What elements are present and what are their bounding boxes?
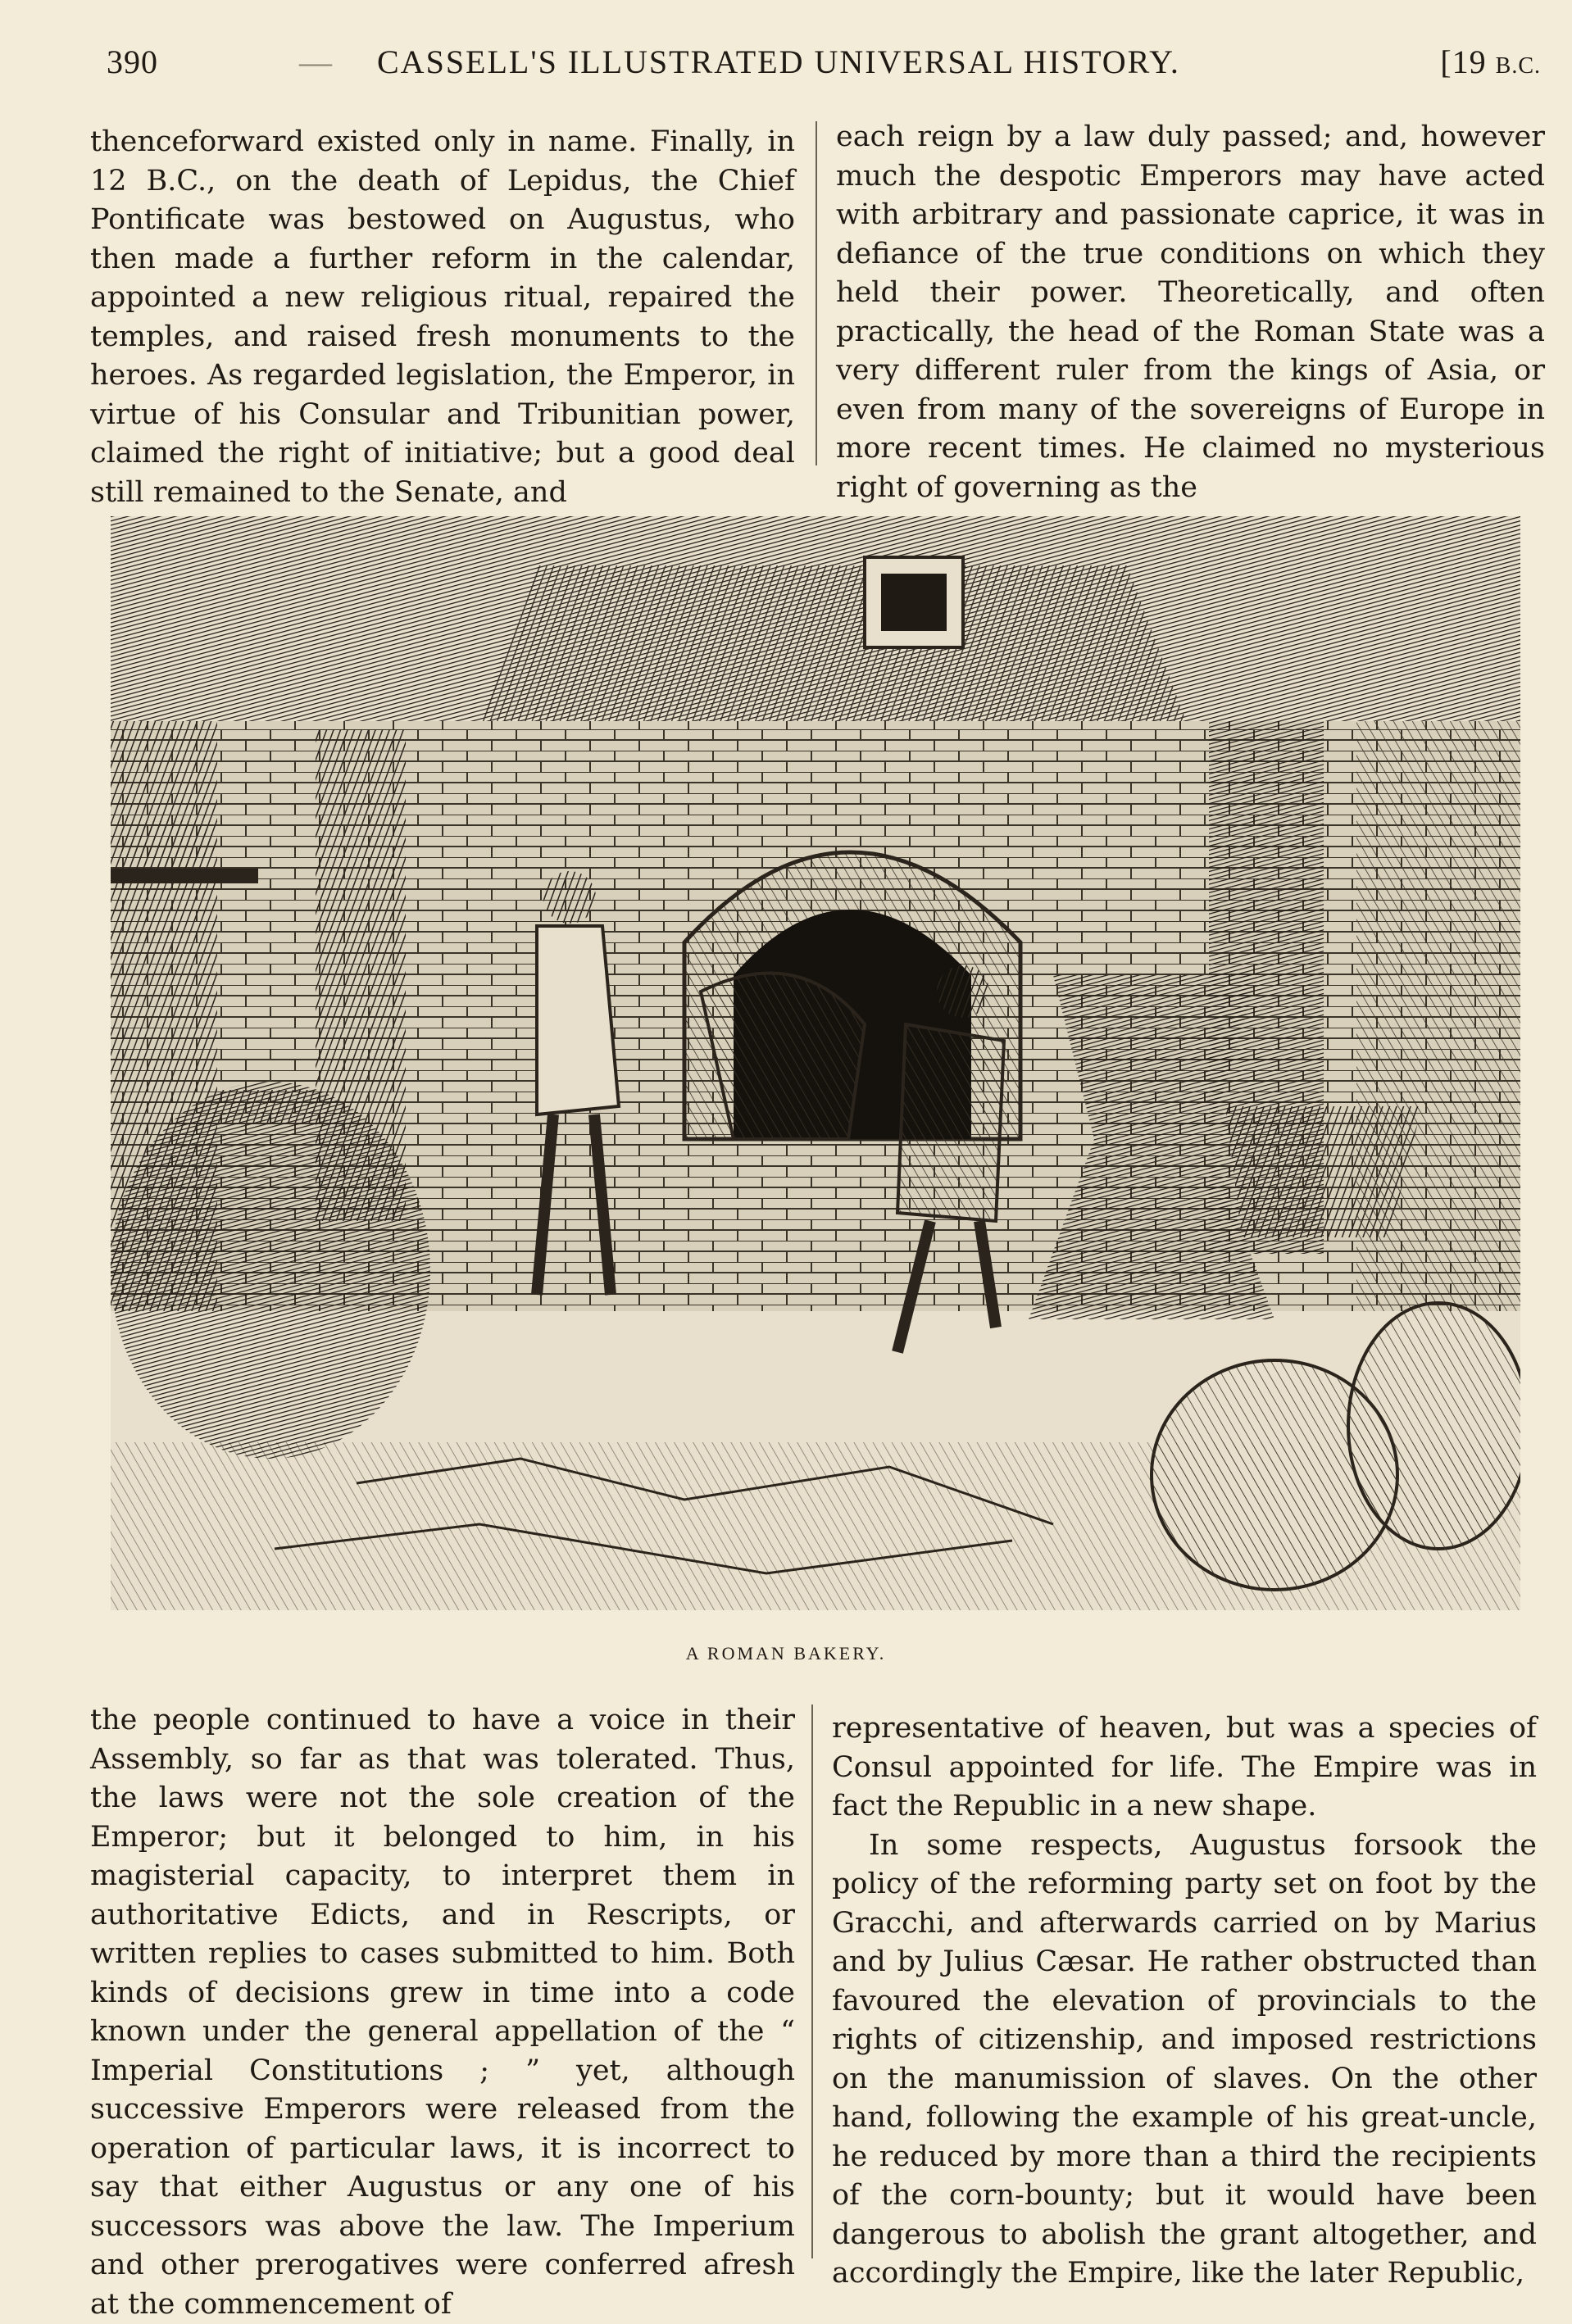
running-header [98,36,1541,85]
paragraph: In some respects, Augustus forsook the policy of the reforming party set on foot by the Gracchi, and afterwards carried on by Marius and by Julius Cæsar. He rather obstructed than favoured the elevation of provincials to the rights of citizenship, and imposed restrictions on the manumission of slaves. On the other hand, following the example of his great-uncle, he reduced by more than a third the recipients of the corn-bounty; but it would have been dangerous to abolish the grant altogether, and accordingly the Empire, like the later Republic, [832,1828,1537,2290]
header-date [1440,43,1541,81]
column-bottom-left [90,1701,795,2321]
header-date-era: B.C. [1495,53,1541,79]
column-bottom-right [832,1709,1537,2290]
column-divider-bottom [811,1704,813,2258]
paragraph: each reign by a law duly passed; and, however much the despotic Emperors may have acted with arbitrary and passionate caprice, it was in defiance of the true conditions on which they held their power. Theoretically, and often practically, the head of the Roman State was a very different ruler from the kings of Asia, or even from many of the sovereigns of Europe in more recent times. He claimed no mysterious right of governing as the [836,120,1545,504]
illustration-caption: A ROMAN BAKERY. [685,1643,887,1664]
running-title: CASSELL'S ILLUSTRATED UNIVERSAL HISTORY. [377,43,1180,80]
header-dash: — [299,43,333,80]
header-date-year: [19 [1440,43,1496,80]
page-number: 390 [107,43,158,80]
column-top-right [836,118,1545,504]
paragraph: the people continued to have a voice in their Assembly, so far as that was tolerated. Thus, the laws were not the sole creation of the Emperor; but it belonged to him, in his magisterial capacity, to interpret them in authoritative Edicts, and in Rescripts, or written replies to cases submitted to him. Both kinds of decisions grew in time into a code known under the general appellation of the “ Imperial Constitutions ; ” yet, although successive Emperors were released from the operation of particular laws, it is incorrect to say that either Augustus or any one of his successors was above the law. The Imperium and other prerogatives were conferred afresh at the commencement of [90,1704,795,2321]
paragraph: thenceforward existed only in name. Finally, in 12 B.C., on the death of Lepidus, the Chief Pontificate was bestowed on Augustus, who then made a further reform in the calendar, appointed a new religious ritual, repaired the temples, and raised fresh monuments to the heroes. As regarded legislation, the Emperor, in virtue of his Consular and Tribunitian power, claimed the right of initiative; but a good deal still remained to the Senate, and [90,125,795,509]
column-divider-top [816,121,817,465]
roman-bakery-engraving [111,516,1520,1610]
column-top-left [90,123,795,509]
paragraph: representative of heaven, but was a species of Consul appointed for life. The Empire was in fact the Republic in a new shape. [832,1712,1537,1822]
